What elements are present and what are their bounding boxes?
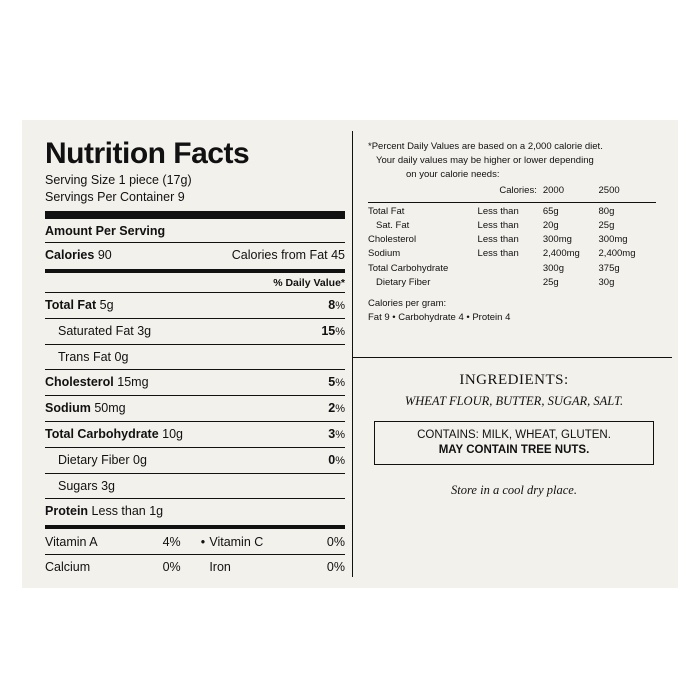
dv-value-2500: 2,400mg [598,248,636,260]
daily-value-header: % Daily Value* [273,277,345,290]
daily-values-table [368,184,656,290]
dv-col-2000-header: 2000 [542,185,564,197]
nutrient-row [45,321,345,342]
row-divider [45,395,345,396]
dv-nutrient: Dietary Fiber [376,276,431,288]
nutrient-label: Trans Fat [58,350,112,364]
nutrient-amount: 0g [133,452,147,467]
table-header-row [368,184,656,199]
dv-value-2500: 30g [598,276,615,288]
divider-under-amount [45,242,345,243]
dv-qualifier: Less than [477,205,519,217]
nutrient-label: Sugars [58,478,98,493]
allergen-box [374,421,654,465]
nutrient-label: Sodium [45,401,91,416]
dv-value-2000: 300mg [542,234,572,246]
table-row [368,219,656,233]
dv-note-line2: Your daily values may be higher or lower depending [376,154,594,166]
dv-note-line1: *Percent Daily Values are based on a 2,000 calorie diet. [368,141,603,152]
dv-qualifier [478,262,543,276]
nutrient-row [45,476,345,496]
dv-nutrient: Total Carbohydrate [368,262,449,274]
nutrient-label: Saturated Fat [58,324,134,339]
nutrient-label: Total Carbohydrate [45,427,159,441]
daily-values-note [368,140,656,181]
row-divider [45,369,345,370]
dv-qualifier: Less than [477,219,519,231]
nutrient-amount: 50mg [94,401,126,416]
nutrient-amount: 5g [99,298,114,313]
serving-size: Serving Size 1 piece (17g) [45,172,192,187]
nutrient-dv: 15% [321,324,345,339]
nutrient-row [45,450,345,471]
ingredients-title: INGREDIENTS: [459,372,569,388]
nutrient-amount: 0g [114,350,129,364]
nutrient-row [45,501,345,521]
ingredients-text: WHEAT FLOUR, BUTTER, SUGAR, SALT. [404,394,624,408]
ingredients-panel [364,372,664,498]
nutrient-dv: 3% [328,427,345,441]
row-divider [45,554,345,555]
vitamin-separator-icon: • [200,535,206,550]
divider-under-calories [45,269,345,273]
nutrient-row [45,372,345,393]
vitamin-a-value: 4% [162,535,181,550]
dv-value-2000: 300g [542,262,564,274]
calcium-value: 0% [162,560,181,575]
calories-row [45,245,345,265]
row-divider [45,473,345,474]
nutrient-amount: 3g [101,478,115,493]
nutrient-row [45,398,345,419]
table-row [368,276,656,290]
divider-under-dv-header [45,292,345,293]
dv-note-line3: on your calorie needs: [406,168,500,180]
allergen-contains-line: CONTAINS: MILK, WHEAT, GLUTEN. [417,429,611,441]
nutrient-row [45,347,345,367]
iron-label: Iron [209,560,231,575]
iron-value: 0% [326,560,345,575]
nutrient-label: Dietary Fiber [58,452,130,467]
table-row [368,262,656,276]
dv-qualifier: Less than [477,234,519,246]
nutrient-label: Cholesterol [45,375,114,390]
nutrient-dv: 5% [328,375,345,390]
nutrient-dv: 0% [328,452,345,467]
nutrient-dv: 8% [328,298,345,313]
vitamin-c-label: Vitamin C [209,535,264,550]
calories-per-gram-block [368,297,656,325]
nutrient-dv: 2% [328,401,345,416]
calcium-label: Calcium [45,560,91,575]
dv-nutrient: Sat. Fat [376,219,410,231]
calories-value: 90 [97,248,112,262]
row-divider [45,344,345,345]
dv-qualifier: Less than [477,248,519,260]
vitamin-c-value: 0% [326,535,345,550]
panel-vertical-divider [352,131,353,577]
row-divider [45,318,345,319]
dv-col-calories-label: Calories: [499,185,537,197]
dv-value-2000: 20g [542,219,559,231]
panel-horizontal-divider [352,357,672,358]
vitamin-row [45,557,345,577]
nutrition-facts-title: Nutrition Facts [45,137,250,170]
divider-above-vitamins [45,525,345,529]
calories-per-gram-title: Calories per gram: [368,298,447,310]
vitamin-row [45,532,345,552]
dv-qualifier [478,276,543,290]
dv-value-2000: 25g [542,276,559,288]
storage-instructions: Store in a cool dry place. [451,483,577,497]
row-divider [45,421,345,422]
daily-values-panel [368,140,656,325]
row-divider [45,498,345,499]
nutrient-row [45,424,345,445]
dv-value-2000: 2,400mg [542,248,580,260]
servings-per-container: Servings Per Container 9 [45,190,185,205]
dv-table-divider [368,201,656,203]
row-divider [45,447,345,448]
nutrient-row [45,295,345,316]
dv-nutrient: Total Fat [368,205,405,217]
dv-nutrient: Sodium [368,248,401,260]
table-row [368,205,656,219]
table-row [368,247,656,261]
calories-per-gram-line: Fat 9 • Carbohydrate 4 • Protein 4 [368,311,511,323]
nutrient-amount: 15mg [117,375,149,390]
dv-col-2500-header: 2500 [598,185,620,197]
dv-value-2500: 300mg [598,234,628,246]
nutrition-facts-panel [45,138,345,577]
dv-value-2500: 25g [598,219,615,231]
calories-label: Calories [45,248,95,262]
dv-value-2500: 375g [598,262,620,274]
dv-nutrient: Cholesterol [368,234,417,246]
dv-value-2500: 80g [598,205,615,217]
allergen-may-contain-line: MAY CONTAIN TREE NUTS. [438,444,590,456]
nutrient-amount: 3g [137,324,152,339]
table-row [368,233,656,247]
divider-thick-top [45,211,345,219]
nutrient-label: Protein [45,504,89,518]
vitamin-a-label: Vitamin A [45,535,98,550]
nutrient-label: Total Fat [45,298,97,313]
amount-per-serving: Amount Per Serving [45,224,166,238]
calories-from-fat: Calories from Fat 45 [231,248,345,262]
dv-col-nutrient-header [368,184,478,199]
nutrient-amount: 10g [162,427,184,441]
nutrient-amount: Less than 1g [91,504,164,518]
dv-value-2000: 65g [542,205,559,217]
